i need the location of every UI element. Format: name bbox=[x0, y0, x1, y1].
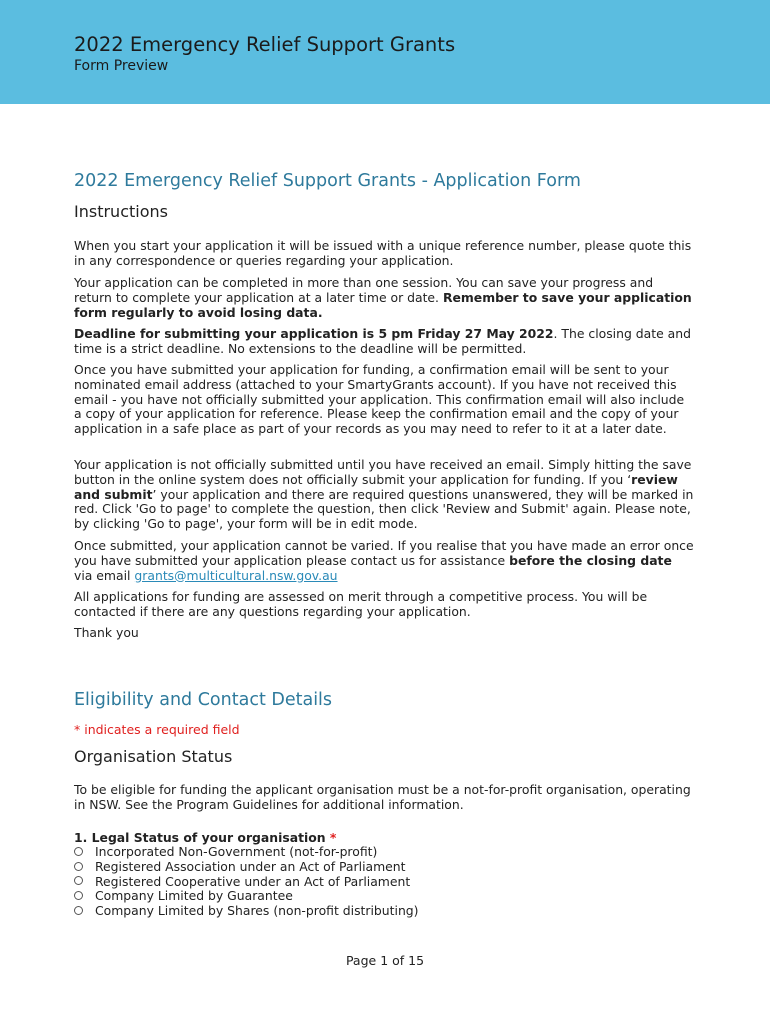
thank-you-text: Thank you bbox=[74, 625, 139, 640]
paragraph-text: Once submitted, your application cannot be varied. If you realise that you have made an error once you have submitted your application please contact us for assistance bbox=[74, 538, 694, 568]
document-subtitle: Form Preview bbox=[74, 58, 169, 74]
radio-option[interactable] bbox=[74, 874, 419, 889]
radio-option[interactable] bbox=[74, 844, 419, 859]
option-label: Registered Association under an Act of Parliament bbox=[95, 858, 406, 874]
instructions-paragraph-3 bbox=[74, 327, 694, 357]
option-label: Company Limited by Shares (non-profit distributing) bbox=[95, 903, 419, 919]
eligibility-heading: Eligibility and Contact Details bbox=[74, 690, 333, 710]
legal-status-options bbox=[74, 844, 419, 918]
option-label: Registered Cooperative under an Act of Parliament bbox=[95, 873, 411, 889]
legal-status-question bbox=[74, 830, 336, 845]
required-field-note: * indicates a required field bbox=[74, 722, 240, 737]
header-banner bbox=[0, 0, 770, 104]
instructions-paragraph-6 bbox=[74, 539, 694, 583]
paragraph-text: . The closing date and time is a strict deadline. No extensions to the deadline will be permitted. bbox=[74, 326, 691, 356]
radio-button[interactable] bbox=[74, 906, 83, 915]
paragraph-bold-text: review and submit bbox=[74, 471, 678, 502]
instructions-paragraph-7: All applications for funding are assessed on merit through a competitive process. You will be contacted if there are any questions regarding your application. bbox=[74, 589, 648, 619]
email-link[interactable]: grants@multicultural.nsw.gov.au bbox=[134, 567, 338, 583]
paragraph-bold-text: before the closing date bbox=[509, 552, 672, 568]
required-marker: * bbox=[329, 830, 337, 845]
instructions-paragraph-5 bbox=[74, 458, 694, 532]
paragraph-text: Your application can be completed in more than one session. You can save your progress and return to complete your application at a later time or date. bbox=[74, 275, 654, 305]
radio-button[interactable] bbox=[74, 876, 83, 885]
option-label: Incorporated Non-Government (not-for-profit) bbox=[95, 843, 378, 859]
document-title: 2022 Emergency Relief Support Grants bbox=[74, 33, 456, 56]
radio-option[interactable] bbox=[74, 888, 419, 903]
paragraph-text: via email bbox=[74, 567, 135, 583]
radio-button[interactable] bbox=[74, 891, 83, 900]
question-label: 1. Legal Status of your organisation bbox=[74, 830, 326, 845]
paragraph-text: ’ your application and there are required questions unanswered, they will be marked in red. Click 'Go to page' to complete the question, then click 'Review and Submit' again. Please note, by clicking 'Go to page', your form will be in edit mode. bbox=[74, 486, 694, 532]
instructions-paragraph-4: Once you have submitted your application for funding, a confirmation email will be sent to your nominated email address (attached to your SmartyGrants account). If you have not received this email - you have not officially submitted your application. This confirmation email will also include a copy of your application for reference. Please keep the confirmation email and the copy of your application in a safe place as part of your records as you may need to refer to it at a later date. bbox=[74, 362, 685, 437]
eligibility-intro: To be eligible for funding the applicant organisation must be a not-for-profit organisation, operating in NSW. See the Program Guidelines for additional information. bbox=[74, 782, 691, 812]
radio-button[interactable] bbox=[74, 862, 83, 871]
form-heading: 2022 Emergency Relief Support Grants - Application Form bbox=[74, 171, 581, 191]
paragraph-text: Your application is not officially submitted until you have received an email. Simply hitting the save button in the online system does not officially submit your application for funding. If you ‘ bbox=[74, 457, 692, 487]
radio-button[interactable] bbox=[74, 847, 83, 856]
instructions-heading: Instructions bbox=[74, 202, 168, 221]
instructions-paragraph-1: When you start your application it will be issued with a unique reference number, please quote this in any correspondence or queries regarding your application. bbox=[74, 238, 692, 268]
radio-option[interactable] bbox=[74, 903, 419, 918]
instructions-paragraph-2 bbox=[74, 276, 694, 320]
option-label: Company Limited by Guarantee bbox=[95, 888, 293, 904]
radio-option[interactable] bbox=[74, 859, 419, 874]
deadline-text: Deadline for submitting your application is 5 pm Friday 27 May 2022 bbox=[74, 326, 554, 341]
page-number: Page 1 of 15 bbox=[345, 953, 425, 968]
paragraph-bold-text: Remember to save your application form regularly to avoid losing data. bbox=[74, 289, 692, 320]
organisation-status-heading: Organisation Status bbox=[74, 747, 233, 766]
